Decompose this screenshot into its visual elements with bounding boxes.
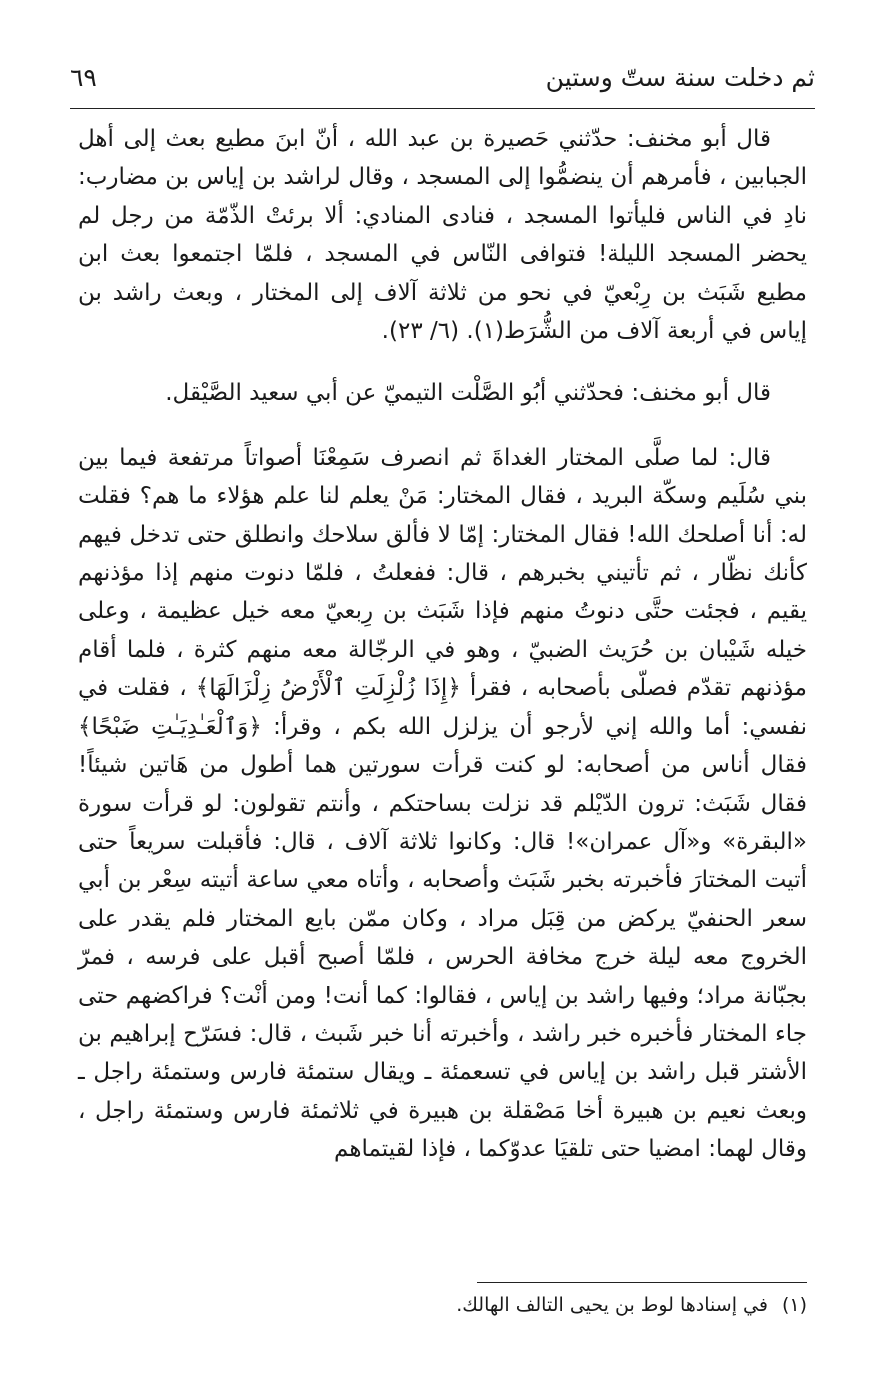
footnote-number: (١) xyxy=(781,1294,807,1316)
footnote-text: في إسنادها لوط بن يحيى التالف الهالك. xyxy=(456,1294,768,1316)
paragraph: قال أبو مخنف: حدّثني حَصيرة بن عبد الله ، أنّ ابنَ مطيع بعث إلى أهل الجبابين ، فأمرهم أن ينضمُّوا إلى المسجد ، وقال لراشد بن إياس بن مضارب: نادِ في الناس فليأتوا المسجد ، فنادى المنادي: ألا برئتْ الذّمّة من رجل لم يحضر المسجد الليلة! فتوافى النّاس في المسجد ، فلمّا اجتمعوا بعث ابن مطيع شَبَث بن رِبْعيّ في نحو من ثلاثة آلاف إلى المختار ، وبعث راشد بن إياس في أربعة آلاف من الشُّرَط(١). (٦/ ٢٣). xyxy=(78,126,807,345)
main-text xyxy=(78,120,807,1169)
chapter-title: ثم دخلت سنة ستّ وستين xyxy=(545,63,815,92)
header-divider xyxy=(70,108,815,109)
footnote-divider xyxy=(477,1282,807,1283)
page-number: ٦٩ xyxy=(70,63,97,92)
paragraph: قال أبو مخنف: فحدّثني أبُو الصَّلْت التيميّ عن أبي سعيد الصَّيْقل. xyxy=(165,380,771,407)
running-header xyxy=(70,58,815,98)
paragraph: قال: لما صلَّى المختار الغداةَ ثم انصرف سَمِعْنَا أصواتاً مرتفعة فيما بين بني سُلَيم وسكّة البريد ، فقال المختار: مَنْ يعلم لنا علم هؤلاء ما هم؟ فقلت له: أنا أصلحك الله! فقال المختار: إمّا لا فألق سلاحك وانطلق حتى تدخل فيهم كأنك نظّار ، ثم تأتيني بخبرهم ، قال: ففعلتُ ، فلمّا دنوت منهم إذا مؤذنهم يقيم ، فجئت حتَّى دنوتُ منهم فإذا شَبَث بن رِبعيّ معه خيل عظيمة ، وعلى خيله شَيْبان بن حُرَيث الضبيّ ، وهو في الرجّالة معه منهم كثرة ، فلما أقام مؤذنهم تقدّم فصلّى بأصحابه ، فقرأ ﴿إِذَا زُلْزِلَتِ ٱلْأَرْضُ زِلْزَالَهَا﴾ ، فقلت في نفسي: أما والله إني لأرجو أن يزلزل الله بكم ، وقرأ: ﴿وَٱلْعَـٰدِيَـٰتِ ضَبْحًا﴾ فقال أناس من أصحابه: لو كنت قرأت سورتين هما أطول من هَاتين شيئاً! فقال شَبَث: ترون الدّيْلم قد نزلت بساحتكم ، وأنتم تقولون: لو قرأت سورة «البقرة» و«آل عمران»! قال: وكانوا ثلاثة آلاف ، قال: فأقبلت سريعاً حتى أتيت المختارَ فأخبرته بخبر شَبَث وأصحابه ، وأتاه معي ساعة أتيته سِعْر بن أبي سعر الحنفيّ يركض من قِبَل مراد ، وكان ممّن بايع المختار فلم يقدر على الخروج معه ليلة خرج مخافة الحرس ، فلمّا أصبح أقبل على فرسه ، فمرّ بجبّانة مراد؛ وفيها راشد بن إياس ، فقالوا: كما أنت! ومن أنْت؟ فراكضهم حتى جاء المختار فأخبره خبر راشد ، وأخبرته أنا خبر شَبث ، قال: فسَرّح إبراهيم بن الأشتر قبل راشد بن إياس في تسعمئة ـ ويقال ستمئة فارس وستمئة راجل ـ وبعث نعيم بن هبيرة أخا مَصْقلة بن هبيرة في ثلاثمئة فارس وستمئة راجل ، وقال لهما: امضيا حتى تلقيَا عدوّكما ، فإذا لقيتماهم xyxy=(78,444,807,1163)
footnote xyxy=(78,1290,807,1320)
